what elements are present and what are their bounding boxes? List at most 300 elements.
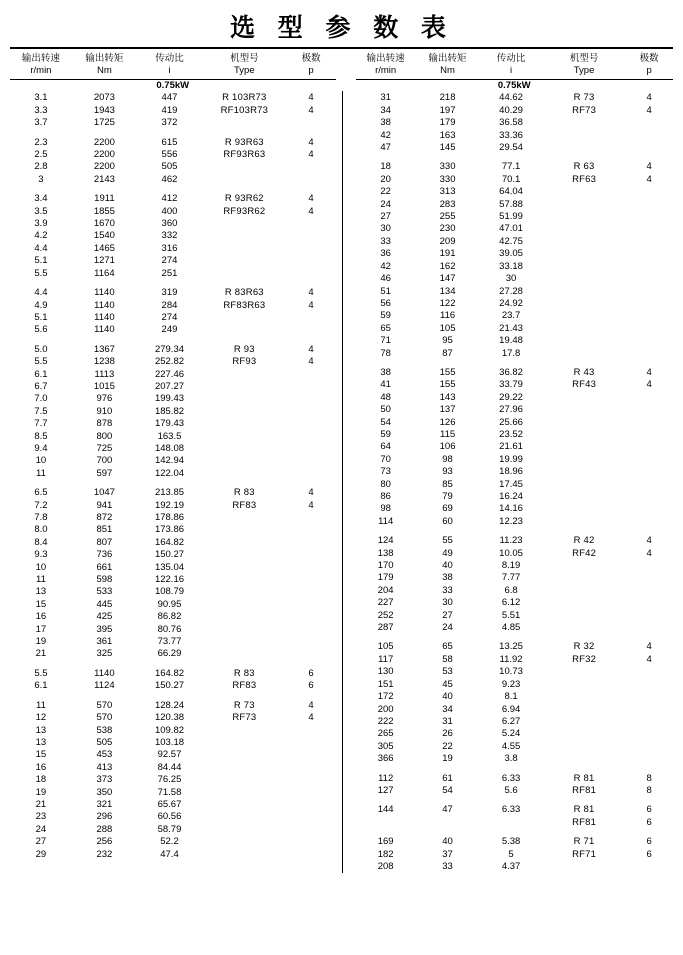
poles-cell (625, 417, 673, 429)
torque-cell: 296 (96, 811, 113, 823)
speed-cell: 18 (380, 161, 391, 173)
poles-cell (287, 824, 336, 836)
speed-cell: 5.0 (34, 343, 48, 355)
poles-cell: 6 (308, 667, 314, 679)
poles-cell (625, 479, 673, 491)
torque-cell: 1015 (93, 380, 115, 392)
speed-cell: 7.8 (34, 512, 48, 523)
speed-cell: 11 (35, 699, 46, 711)
table-row (356, 466, 674, 478)
poles-cell (287, 468, 336, 480)
torque-cell: 910 (96, 405, 113, 417)
group-spacer (10, 130, 336, 137)
poles-cell (625, 716, 673, 728)
ratio-cell: 16.24 (499, 491, 523, 502)
group-spacer-cell (356, 634, 674, 641)
table-row (10, 500, 336, 512)
poles-cell (625, 142, 673, 154)
speed-cell: 73 (380, 466, 391, 478)
speed-cell: 222 (377, 715, 394, 727)
type-cell (202, 369, 287, 381)
group-spacer-cell (10, 693, 336, 700)
type-cell: RF93R62 (223, 205, 266, 217)
ratio-cell: 11.23 (499, 535, 523, 547)
torque-cell: 538 (96, 724, 113, 736)
group-spacer-cell (356, 528, 674, 535)
speed-cell: 9.3 (34, 549, 48, 561)
ratio-cell: 164.82 (154, 536, 185, 548)
torque-cell: 725 (96, 442, 113, 454)
table-row (356, 248, 674, 260)
type-cell (543, 679, 626, 691)
speed-cell: 78 (380, 347, 391, 359)
speed-cell: 54 (380, 416, 391, 428)
left-column (10, 53, 342, 873)
type-cell (202, 117, 287, 129)
type-cell (543, 728, 626, 740)
speed-cell: 252 (377, 609, 394, 621)
type-cell (202, 725, 287, 737)
type-cell: R 73 (573, 92, 595, 104)
header-ratio: 传动比 (496, 53, 526, 64)
header-ratio-unit: i (168, 65, 171, 76)
poles-cell: 4 (646, 535, 652, 547)
torque-cell: 105 (439, 322, 456, 334)
table-row (356, 223, 674, 235)
ratio-cell: 207.27 (154, 380, 185, 392)
torque-cell: 209 (439, 235, 456, 247)
ratio-cell: 103.18 (154, 736, 185, 748)
type-cell: RF83 (232, 499, 257, 511)
torque-cell: 1140 (94, 299, 115, 311)
poles-cell (625, 741, 673, 753)
torque-cell: 361 (96, 636, 113, 648)
type-cell (543, 199, 626, 211)
table-row (356, 641, 674, 653)
type-cell (202, 431, 287, 443)
type-cell (543, 503, 626, 515)
speed-cell: 30 (380, 223, 391, 235)
poles-cell (287, 393, 336, 405)
ratio-cell: 179.43 (154, 418, 185, 430)
group-spacer (10, 186, 336, 193)
group-spacer-cell (356, 829, 674, 836)
type-cell (543, 585, 626, 597)
table-row (10, 193, 336, 205)
speed-cell: 8.5 (34, 430, 48, 442)
torque-cell: 976 (96, 393, 113, 405)
header-output-speed: 输出转速 (366, 53, 405, 64)
type-cell: RF103R73 (220, 104, 269, 116)
torque-cell: 1047 (93, 487, 115, 499)
table-row (356, 174, 674, 186)
type-cell: R 73 (233, 699, 255, 711)
speed-cell: 19 (35, 786, 47, 798)
table-row (356, 335, 674, 347)
torque-cell: 1124 (94, 680, 115, 692)
header-poles-sub: p (308, 65, 314, 76)
group-spacer-cell (356, 797, 674, 804)
ratio-cell: 185.82 (154, 405, 185, 417)
group-spacer (356, 154, 674, 161)
torque-cell: 61 (442, 772, 453, 784)
table-row (10, 737, 336, 749)
torque-cell: 145 (439, 142, 456, 154)
poles-cell (287, 611, 336, 623)
speed-cell: 34 (380, 104, 391, 116)
torque-cell: 58 (442, 653, 453, 665)
header-output-speed-unit: r/min (30, 65, 52, 76)
right-parameter-table (356, 53, 674, 873)
type-cell: RF73 (232, 712, 257, 724)
group-spacer (10, 280, 336, 287)
type-cell (202, 324, 287, 336)
ratio-cell: 447 (161, 92, 178, 104)
type-cell: RF42 (572, 547, 597, 559)
type-cell (543, 186, 626, 198)
poles-cell (625, 404, 673, 416)
group-spacer-cell (10, 186, 336, 193)
speed-cell: 4.9 (34, 299, 48, 311)
speed-cell: 105 (377, 641, 394, 653)
type-cell: R 93R62 (224, 193, 264, 205)
table-row (10, 824, 336, 836)
type-cell (543, 223, 626, 235)
group-spacer (10, 661, 336, 668)
speed-cell: 305 (377, 740, 394, 752)
type-cell (202, 599, 287, 611)
torque-cell: 106 (439, 441, 456, 453)
torque-cell: 191 (439, 248, 456, 260)
speed-cell: 200 (377, 703, 394, 715)
table-row (10, 562, 336, 574)
speed-cell: 5.1 (34, 255, 48, 267)
speed-cell: 98 (380, 503, 391, 515)
poles-cell (287, 737, 336, 749)
poles-cell (287, 624, 336, 636)
speed-cell: 31 (380, 92, 391, 104)
ratio-cell: 556 (161, 149, 178, 161)
torque-cell: 851 (96, 524, 113, 536)
type-cell: RF73 (572, 104, 597, 116)
torque-cell: 197 (439, 104, 456, 116)
table-row (10, 549, 336, 561)
ratio-cell: 24.92 (499, 297, 523, 309)
torque-cell: 30 (442, 597, 453, 609)
speed-cell: 7.7 (34, 418, 48, 430)
speed-cell: 29 (35, 848, 47, 860)
table-row (10, 636, 336, 648)
type-cell: R 83 (233, 487, 255, 499)
speed-cell: 7.2 (34, 499, 48, 511)
ratio-cell: 33.18 (499, 260, 523, 272)
type-cell (543, 716, 626, 728)
poles-cell: 6 (646, 848, 652, 860)
ratio-cell: 19.99 (499, 453, 523, 465)
poles-cell: 4 (308, 205, 314, 217)
torque-cell: 1164 (94, 267, 115, 279)
type-cell (543, 572, 626, 584)
speed-cell: 24 (35, 823, 47, 835)
poles-cell (625, 261, 673, 273)
torque-cell: 34 (442, 703, 453, 715)
table-row (10, 406, 336, 418)
speed-cell: 47 (380, 142, 391, 154)
table-row (356, 610, 674, 622)
table-row (10, 762, 336, 774)
poles-cell (287, 443, 336, 455)
table-row (356, 429, 674, 441)
group-spacer (10, 337, 336, 344)
ratio-cell: 86.82 (157, 611, 182, 623)
torque-cell: 19 (442, 753, 453, 765)
torque-cell: 47 (442, 804, 453, 816)
poles-cell (625, 503, 673, 515)
table-row (356, 836, 674, 848)
poles-cell (625, 753, 673, 765)
type-cell: R 93 (233, 343, 255, 355)
poles-cell (287, 586, 336, 598)
ratio-cell: 462 (161, 173, 178, 185)
poles-cell (625, 429, 673, 441)
type-cell (543, 248, 626, 260)
poles-cell (625, 597, 673, 609)
ratio-cell: 5.6 (504, 784, 518, 796)
torque-cell: 126 (439, 416, 456, 428)
poles-cell (625, 392, 673, 404)
type-cell: RF93R63 (223, 149, 266, 161)
poles-cell (625, 130, 673, 142)
torque-cell: 570 (96, 712, 113, 724)
poles-cell (625, 236, 673, 248)
table-row (356, 379, 674, 391)
speed-cell: 20 (380, 173, 391, 185)
type-cell (202, 443, 287, 455)
torque-cell: 1540 (93, 230, 115, 242)
speed-cell: 5.5 (34, 667, 48, 679)
speed-cell: 33 (380, 235, 391, 247)
torque-cell: 1238 (93, 356, 115, 368)
torque-cell: 1855 (93, 205, 115, 217)
table-row (10, 230, 336, 242)
ratio-cell: 400 (161, 205, 178, 217)
type-cell: RF83 (232, 680, 257, 692)
table-row (356, 728, 674, 740)
ratio-cell: 92.57 (157, 749, 182, 761)
table-row (356, 716, 674, 728)
table-row (10, 624, 336, 636)
torque-cell: 116 (439, 310, 456, 322)
speed-cell: 4.4 (34, 287, 48, 299)
type-cell (202, 230, 287, 242)
left-table-header-row (10, 53, 336, 65)
header-ratio: 传动比 (155, 53, 184, 64)
torque-cell: 27 (442, 609, 453, 621)
group-spacer-cell (10, 130, 336, 137)
ratio-cell: 412 (161, 193, 178, 205)
table-row (10, 312, 336, 324)
type-cell: RF43 (572, 379, 597, 391)
ratio-cell: 316 (161, 242, 178, 254)
table-row (10, 524, 336, 536)
type-cell (543, 741, 626, 753)
torque-cell: 800 (96, 430, 113, 442)
ratio-cell: 6.8 (504, 584, 518, 596)
poles-cell (287, 381, 336, 393)
type-cell (202, 787, 287, 799)
table-row (356, 142, 674, 154)
ratio-cell: 42.75 (499, 235, 523, 247)
poles-cell (625, 323, 673, 335)
left-parameter-table (10, 53, 336, 861)
ratio-cell: 5.38 (501, 836, 521, 848)
ratio-cell: 3.8 (504, 753, 518, 765)
poles-cell (625, 491, 673, 503)
poles-cell (287, 431, 336, 443)
speed-cell: 18 (35, 774, 47, 786)
poles-cell (625, 704, 673, 716)
torque-cell: 1911 (94, 193, 115, 205)
type-cell (202, 636, 287, 648)
type-cell: R 93R63 (224, 136, 264, 148)
type-cell (202, 849, 287, 861)
ratio-cell: 17.8 (501, 347, 521, 359)
speed-cell: 130 (377, 666, 394, 678)
torque-cell: 38 (442, 572, 453, 584)
ratio-cell: 27.96 (499, 404, 523, 416)
speed-cell: 2.5 (34, 149, 48, 161)
table-row (10, 611, 336, 623)
torque-cell: 453 (96, 749, 113, 761)
speed-cell: 17 (35, 623, 47, 635)
table-row (356, 654, 674, 666)
header-output-speed-unit: r/min (375, 65, 397, 76)
poles-cell: 4 (646, 161, 652, 173)
table-row (356, 310, 674, 322)
poles-cell: 4 (308, 299, 314, 311)
type-cell (202, 586, 287, 598)
torque-cell: 65 (442, 641, 453, 653)
torque-cell: 1465 (93, 242, 115, 254)
poles-cell (287, 255, 336, 267)
torque-cell: 40 (442, 691, 453, 703)
ratio-cell: 29.54 (499, 142, 523, 154)
ratio-cell: 372 (161, 117, 178, 129)
speed-cell: 3.5 (34, 205, 48, 217)
ratio-cell: 66.29 (157, 648, 182, 660)
torque-cell: 807 (96, 536, 113, 548)
type-cell (202, 648, 287, 660)
type-cell (543, 516, 626, 528)
header-poles: 极数 (639, 53, 659, 64)
poles-cell: 4 (308, 499, 314, 511)
poles-cell (287, 574, 336, 586)
speed-cell: 127 (377, 784, 394, 796)
poles-cell (625, 211, 673, 223)
left-table-subheader-row (10, 65, 336, 77)
ratio-cell: 18.96 (499, 466, 523, 478)
torque-cell: 1367 (93, 343, 115, 355)
type-cell: R 32 (573, 641, 595, 653)
poles-cell: 4 (646, 653, 652, 665)
table-row (356, 286, 674, 298)
poles-cell (625, 861, 673, 873)
speed-cell: 204 (377, 584, 394, 596)
ratio-cell: 73.77 (157, 636, 182, 648)
torque-cell: 255 (439, 211, 456, 223)
table-row (10, 105, 336, 117)
torque-cell: 330 (439, 161, 456, 173)
group-spacer (356, 797, 674, 804)
table-columns (10, 53, 673, 873)
torque-cell: 2073 (93, 92, 115, 104)
poles-cell (287, 537, 336, 549)
speed-cell: 24 (380, 198, 391, 210)
header-poles-sub: p (646, 65, 652, 76)
table-row (10, 117, 336, 129)
ratio-cell: 29.22 (499, 391, 523, 403)
poles-cell (287, 117, 336, 129)
poles-cell (625, 679, 673, 691)
poles-cell: 8 (646, 772, 652, 784)
type-cell (202, 574, 287, 586)
speed-cell: 56 (380, 297, 391, 309)
page-title: 选 型 参 数 表 (230, 13, 453, 42)
torque-cell: 33 (442, 584, 453, 596)
poles-cell (287, 418, 336, 430)
table-row (10, 712, 336, 724)
speed-cell: 366 (377, 753, 394, 765)
poles-cell: 4 (308, 712, 314, 724)
ratio-cell: 249 (161, 324, 178, 336)
poles-cell (625, 666, 673, 678)
speed-cell: 19 (35, 636, 47, 648)
torque-cell: 2200 (93, 136, 115, 148)
speed-cell: 42 (380, 129, 391, 141)
table-row (10, 811, 336, 823)
table-row (10, 418, 336, 430)
table-row (10, 149, 336, 161)
speed-cell: 5.6 (34, 324, 48, 336)
header-output-torque: 输出转矩 (85, 53, 124, 64)
poles-cell: 6 (646, 816, 652, 828)
poles-cell (287, 636, 336, 648)
speed-cell: 3.7 (34, 117, 48, 129)
poles-cell (287, 549, 336, 561)
type-cell (543, 454, 626, 466)
table-row (10, 836, 336, 848)
group-spacer-cell (10, 661, 336, 668)
type-cell: R 42 (573, 535, 595, 547)
table-row (10, 668, 336, 680)
poles-cell: 4 (308, 343, 314, 355)
ratio-cell: 30 (505, 273, 517, 285)
speed-cell: 15 (35, 749, 47, 761)
ratio-cell: 163.5 (157, 430, 182, 442)
speed-cell: 287 (377, 622, 394, 634)
type-cell: RF32 (572, 653, 597, 665)
torque-cell: 445 (96, 598, 113, 610)
torque-cell: 878 (96, 418, 113, 430)
header-output-torque-unit: Nm (440, 65, 455, 76)
torque-cell: 321 (96, 798, 113, 810)
speed-cell: 8.4 (34, 536, 48, 548)
table-row (356, 753, 674, 765)
torque-cell: 283 (439, 198, 456, 210)
ratio-cell: 71.58 (157, 786, 182, 798)
ratio-cell: 17.45 (499, 478, 523, 490)
table-row (10, 243, 336, 255)
